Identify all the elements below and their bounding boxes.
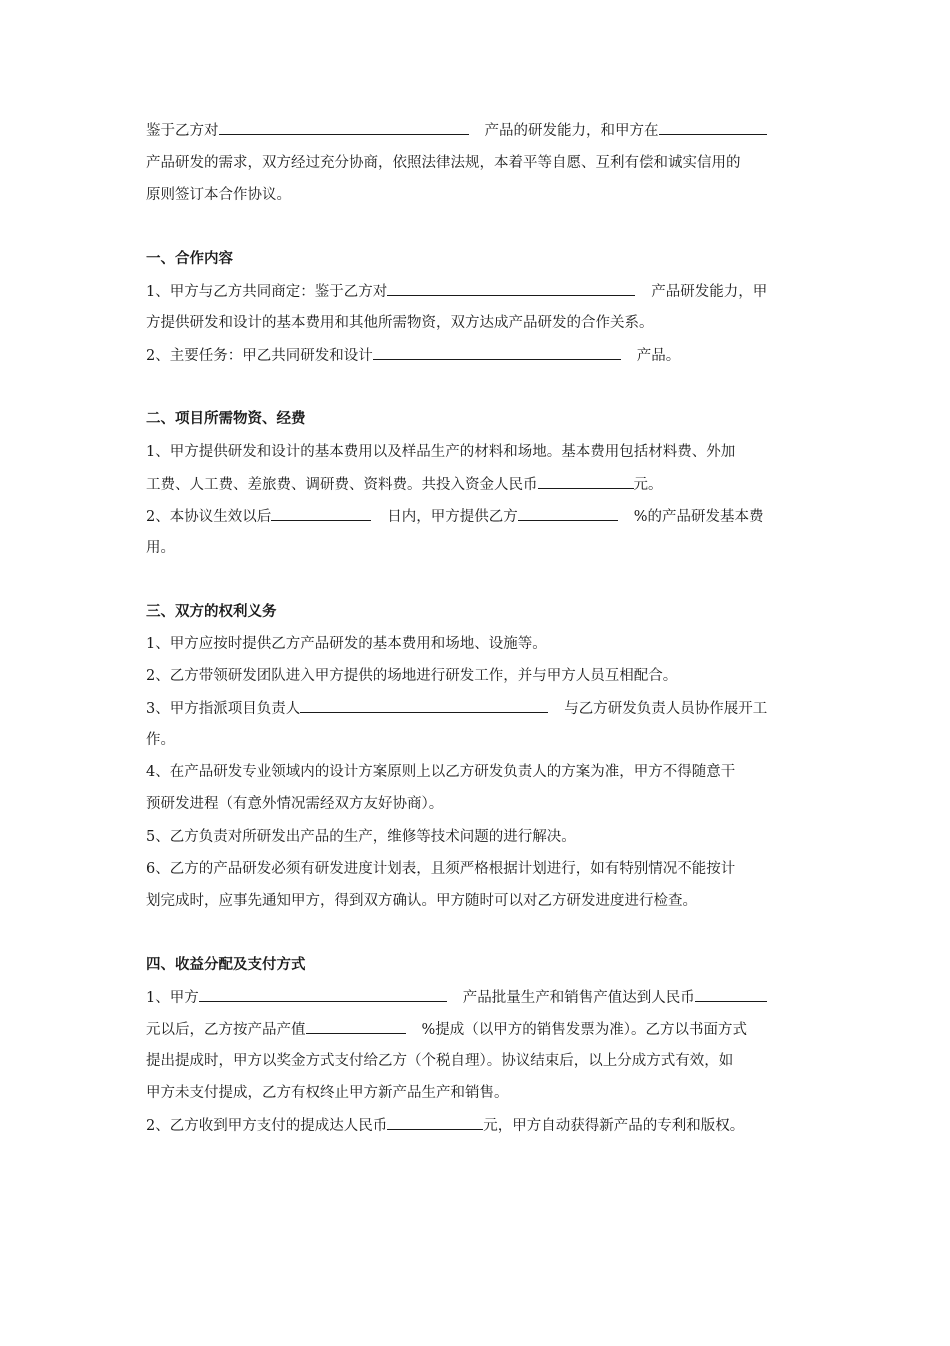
s4-item-1-text-c: 元以后，乙方按产品产值 (146, 1022, 306, 1038)
s3-item-4-line-1: 4、在产品研发专业领域内的设计方案原则上以乙方研发负责人的方案为准，甲方不得随意干 (146, 764, 736, 780)
intro-line-2: 产品研发的需求，双方经过充分协商，依照法律法规，本着平等自愿、互利有偿和诚实信用的 (146, 155, 741, 171)
section-3-heading: 三、双方的权利义务 (146, 604, 277, 620)
blank-field[interactable] (518, 505, 618, 521)
s1-item-1-line-1 (146, 280, 767, 303)
blank-field[interactable] (306, 1018, 406, 1034)
s3-item-3-text-a: 3、甲方指派项目负责人 (146, 701, 301, 717)
section-1-heading: 一、合作内容 (146, 251, 233, 267)
s3-item-6-line-1: 6、乙方的产品研发必须有研发进度计划表，且须严格根据计划进行，如有特别情况不能按计 (146, 861, 736, 877)
intro-text-b: 产品的研发能力，和甲方在 (484, 123, 659, 139)
blank-field[interactable] (199, 986, 447, 1002)
s2-item-1-line-1: 1、甲方提供研发和设计的基本费用以及样品生产的材料和场地。基本费用包括材料费、外加 (146, 444, 736, 460)
s2-item-1-text-b: 元。 (633, 477, 663, 493)
s2-item-1-text-a: 工费、人工费、差旅费、调研费、资料费。共投入资金人民币 (146, 477, 538, 493)
section-2-heading: 二、项目所需物资、经费 (146, 411, 306, 427)
s4-item-1-line-2 (146, 1018, 747, 1041)
s2-item-2-text-c: %的产品研发基本费 (633, 509, 764, 525)
s2-item-1-line-2 (146, 473, 663, 496)
s4-item-1-text-b: 产品批量生产和销售产值达到人民币 (462, 990, 695, 1006)
s1-item-2-text-a: 2、主要任务：甲乙共同研发和设计 (146, 348, 373, 364)
s3-item-4-line-2: 预研发进程（有意外情况需经双方友好协商）。 (146, 796, 444, 812)
s4-item-2-text-b: 元，甲方自动获得新产品的专利和版权。 (483, 1118, 745, 1134)
s3-item-5: 5、乙方负责对所研发出产品的生产，维修等技术问题的进行解决。 (146, 829, 576, 845)
blank-field[interactable] (219, 119, 469, 135)
blank-field[interactable] (300, 697, 548, 713)
s3-item-6-line-2: 划完成时，应事先通知甲方，得到双方确认。甲方随时可以对乙方研发进度进行检查。 (146, 893, 697, 909)
blank-field[interactable] (387, 280, 635, 296)
s4-item-1-line-3: 提出提成时，甲方以奖金方式支付给乙方（个税自理）。协议结束后，以上分成方式有效，如 (146, 1053, 734, 1069)
s1-item-1-text-b: 产品研发能力，甲 (651, 284, 768, 300)
s2-item-2-text-a: 2、本协议生效以后 (146, 509, 272, 525)
s2-item-2-line-1 (146, 505, 764, 528)
blank-field[interactable] (659, 119, 767, 135)
blank-field[interactable] (373, 344, 621, 360)
s4-item-1-line-4: 甲方未支付提成，乙方有权终止甲方新产品生产和销售。 (146, 1085, 509, 1101)
blank-field[interactable] (538, 473, 634, 489)
s1-item-1-line-2: 方提供研发和设计的基本费用和其他所需物资，双方达成产品研发的合作关系。 (146, 315, 654, 331)
s3-item-1: 1、甲方应按时提供乙方产品研发的基本费用和场地、设施等。 (146, 636, 547, 652)
intro-line-3: 原则签订本合作协议。 (146, 187, 291, 203)
intro-text-a: 鉴于乙方对 (146, 123, 219, 139)
s1-item-1-text-a: 1、甲方与乙方共同商定：鉴于乙方对 (146, 284, 388, 300)
blank-field[interactable] (695, 986, 767, 1002)
s3-item-2: 2、乙方带领研发团队进入甲方提供的场地进行研发工作，并与甲方人员互相配合。 (146, 668, 678, 684)
s3-item-3-line-2: 作。 (146, 732, 175, 748)
blank-field[interactable] (387, 1114, 483, 1130)
s1-item-2 (146, 344, 680, 367)
s2-item-2-line-2: 用。 (146, 540, 175, 556)
s3-item-3-text-b: 与乙方研发负责人员协作展开工 (564, 701, 768, 717)
s4-item-2 (146, 1114, 744, 1137)
s4-item-1-line-1 (146, 986, 767, 1009)
s4-item-2-text-a: 2、乙方收到甲方支付的提成达人民币 (146, 1118, 388, 1134)
intro-line-1 (146, 119, 767, 142)
blank-field[interactable] (271, 505, 371, 521)
s4-item-1-text-a: 1、甲方 (146, 990, 199, 1006)
s3-item-3-line-1 (146, 697, 767, 720)
s1-item-2-text-b: 产品。 (636, 348, 681, 364)
section-4-heading: 四、收益分配及支付方式 (146, 957, 306, 973)
s2-item-2-text-b: 日内，甲方提供乙方 (387, 509, 518, 525)
s4-item-1-text-d: %提成（以甲方的销售发票为准）。乙方以书面方式 (421, 1022, 748, 1038)
